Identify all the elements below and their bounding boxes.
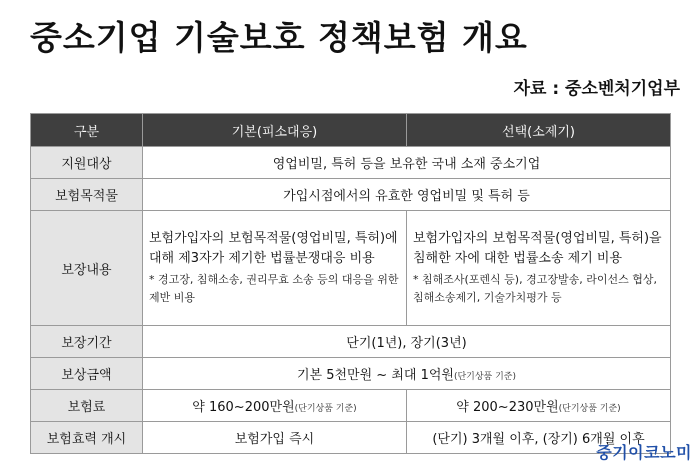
coverage-basic-cell xyxy=(143,211,407,326)
premium-basic-value: 약 160~200만원 xyxy=(192,400,295,415)
row-value: 단기(1년), 장기(3년) xyxy=(143,326,671,358)
table-row-premium xyxy=(31,390,671,422)
premium-basic-cell xyxy=(143,390,407,422)
row-label: 보험료 xyxy=(31,390,143,422)
coverage-option-cell xyxy=(407,211,671,326)
header-basic: 기본(피소대응) xyxy=(143,114,407,147)
row-label: 보장기간 xyxy=(31,326,143,358)
table-header-row xyxy=(31,114,671,147)
coverage-option-note: * 침해조사(포렌식 등), 경고장발송, 라이선스 협상, 침해소송제기, 기술가치평가 등 xyxy=(413,273,657,304)
coverage-basic-text: 보험가입자의 보험목적물(영업비밀, 특허)에 대해 제3자가 제기한 법률분쟁대응 비용 xyxy=(149,231,398,266)
publisher-logo: 중기이코노미 xyxy=(596,443,692,462)
coverage-option-text: 보험가입자의 보험목적물(영업비밀, 특허)을 침해한 자에 대한 법률소송 제기 비용 xyxy=(413,231,662,266)
table-row-object xyxy=(31,179,671,211)
table-row-period xyxy=(31,326,671,358)
row-label: 지원대상 xyxy=(31,147,143,179)
amount-note: (단기상품 기준) xyxy=(453,372,517,382)
table-row-target xyxy=(31,147,671,179)
premium-basic-note: (단기상품 기준) xyxy=(294,404,357,414)
source-note: 자료 : 중소벤처기업부 xyxy=(513,79,680,99)
page-title: 중소기업 기술보호 정책보험 개요 xyxy=(30,18,528,57)
premium-option-value: 약 200~230만원 xyxy=(456,400,559,415)
effective-option: (단기) 3개월 이후, (장기) 6개월 이후 xyxy=(407,422,671,454)
premium-option-note: (단기상품 기준) xyxy=(558,404,621,414)
table-row-effective xyxy=(31,422,671,454)
row-value-cell xyxy=(143,358,671,390)
premium-option-cell xyxy=(407,390,671,422)
amount-value: 기본 5천만원 ~ 최대 1억원 xyxy=(296,368,454,383)
effective-basic: 보험가입 즉시 xyxy=(143,422,407,454)
row-label: 보상금액 xyxy=(31,358,143,390)
row-label: 보험목적물 xyxy=(31,179,143,211)
table-row-amount xyxy=(31,358,671,390)
header-option: 선택(소제기) xyxy=(407,114,671,147)
row-value: 가입시점에서의 유효한 영업비밀 및 특허 등 xyxy=(143,179,671,211)
row-label: 보험효력 개시 xyxy=(31,422,143,454)
coverage-basic-note: * 경고장, 침해소송, 권리무효 소송 등의 대응을 위한 제반 비용 xyxy=(149,273,399,304)
row-label: 보장내용 xyxy=(31,211,143,326)
row-value: 영업비밀, 특허 등을 보유한 국내 소재 중소기업 xyxy=(143,147,671,179)
policy-table xyxy=(30,113,671,454)
header-category: 구분 xyxy=(31,114,143,147)
table-row-coverage xyxy=(31,211,671,326)
